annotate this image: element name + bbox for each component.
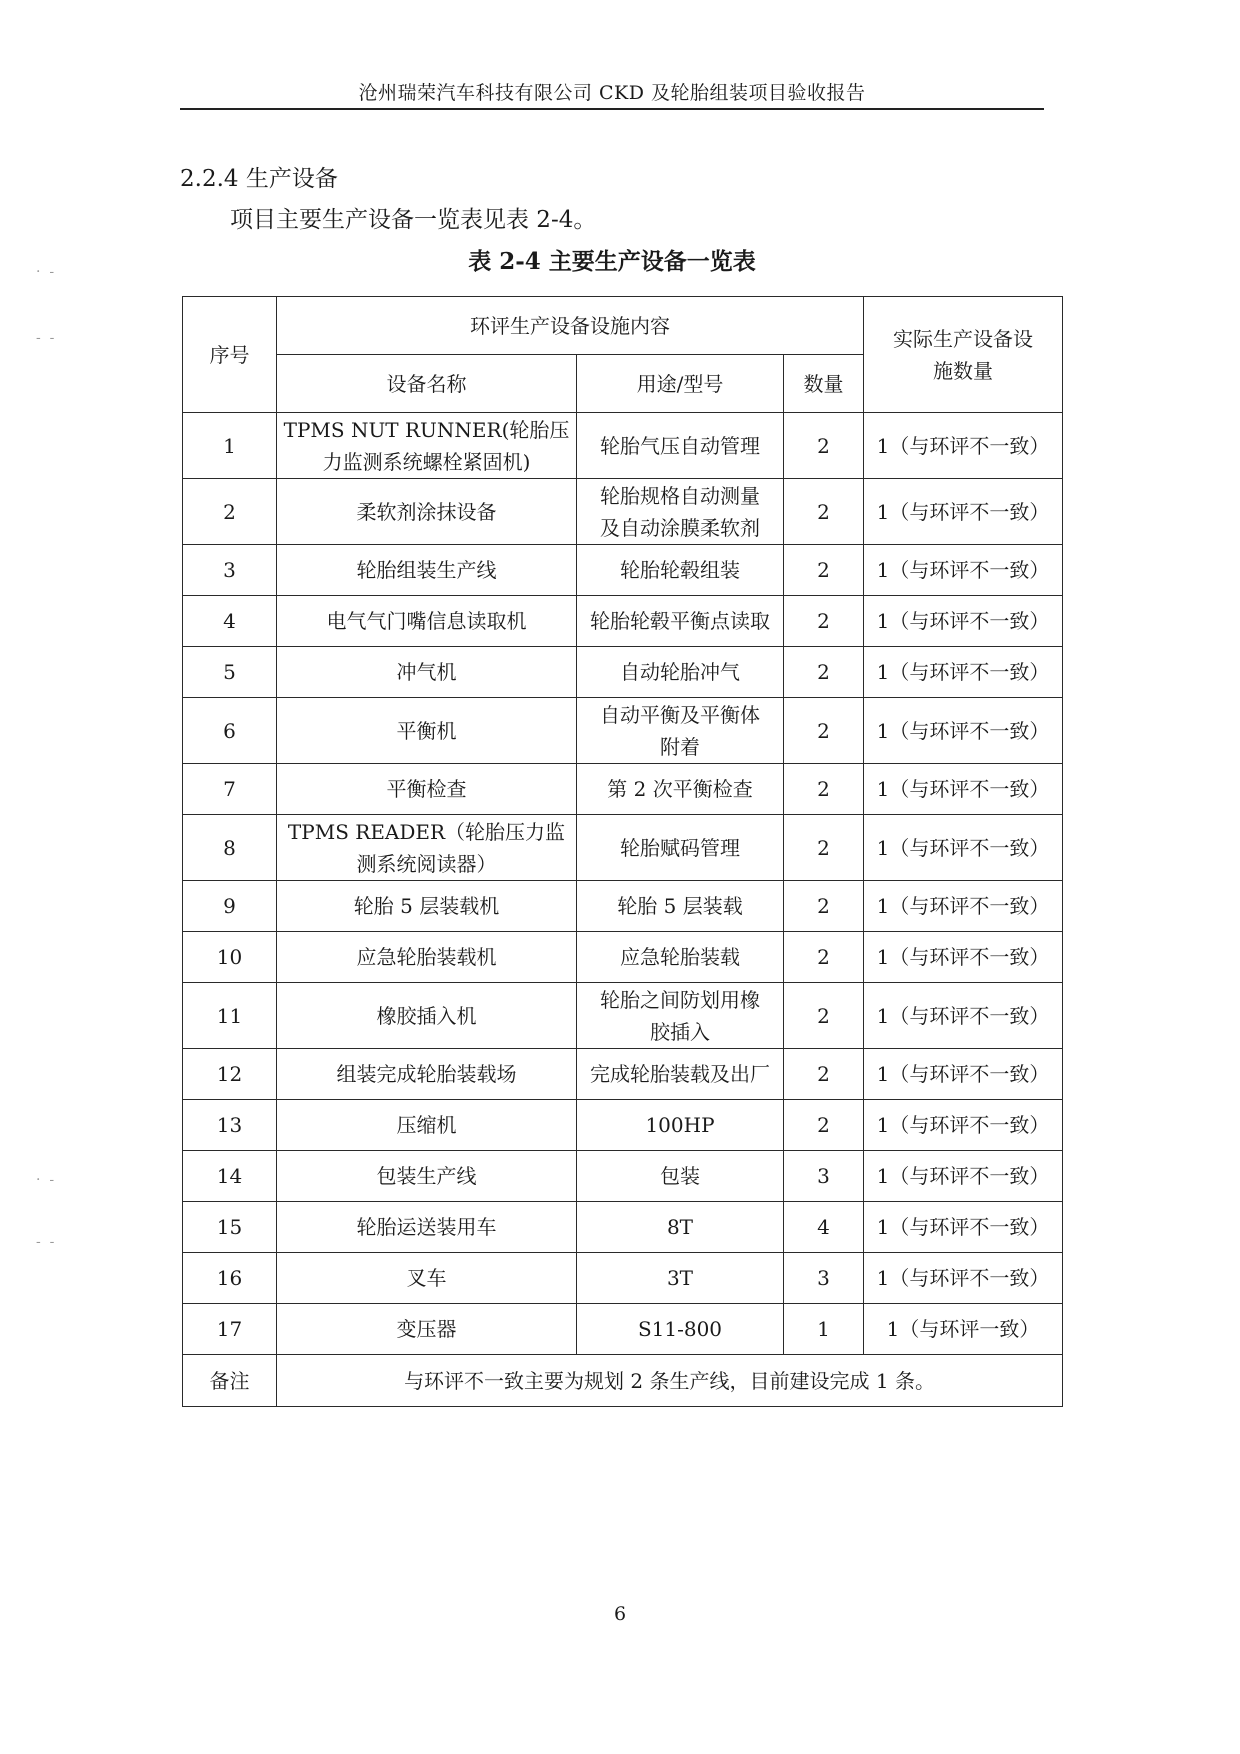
table-title: 表 2-4 主要生产设备一览表 <box>468 248 756 275</box>
cell-no: 1 <box>183 413 277 479</box>
note-row <box>183 1355 1063 1407</box>
cell-qty: 2 <box>784 764 864 815</box>
scan-artifact: - - <box>36 330 55 346</box>
table-row <box>183 698 1063 764</box>
cell-no: 10 <box>183 932 277 983</box>
cell-use: 第 2 次平衡检查 <box>577 764 784 815</box>
table-row <box>183 479 1063 545</box>
cell-actual: 1（与环评不一致） <box>864 1100 1063 1151</box>
table-row <box>183 1151 1063 1202</box>
header-rule <box>180 108 1044 110</box>
table-row <box>183 764 1063 815</box>
cell-no: 6 <box>183 698 277 764</box>
table-row <box>183 881 1063 932</box>
cell-name: 应急轮胎装载机 <box>277 932 577 983</box>
header-actual: 实际生产设备设施数量 <box>864 297 1063 413</box>
header-seq: 序号 <box>183 297 277 413</box>
cell-name: 包装生产线 <box>277 1151 577 1202</box>
table-row <box>183 932 1063 983</box>
cell-name: 冲气机 <box>277 647 577 698</box>
table-row <box>183 1100 1063 1151</box>
cell-qty: 2 <box>784 1049 864 1100</box>
cell-name: 电气气门嘴信息读取机 <box>277 596 577 647</box>
cell-no: 14 <box>183 1151 277 1202</box>
table-row <box>183 1304 1063 1355</box>
cell-actual: 1（与环评不一致） <box>864 698 1063 764</box>
cell-qty: 2 <box>784 545 864 596</box>
scan-artifact: · - <box>36 1172 55 1188</box>
cell-use: 轮胎之间防划用橡胶插入 <box>577 983 784 1049</box>
cell-name: 轮胎运送装用车 <box>277 1202 577 1253</box>
scan-artifact: · - <box>36 264 55 280</box>
cell-actual: 1（与环评不一致） <box>864 596 1063 647</box>
cell-use: 包装 <box>577 1151 784 1202</box>
cell-use: 轮胎轮毂平衡点读取 <box>577 596 784 647</box>
table-row <box>183 1253 1063 1304</box>
cell-use: 完成轮胎装载及出厂 <box>577 1049 784 1100</box>
cell-actual: 1（与环评不一致） <box>864 479 1063 545</box>
cell-no: 3 <box>183 545 277 596</box>
cell-name: 轮胎组装生产线 <box>277 545 577 596</box>
cell-actual: 1（与环评不一致） <box>864 1253 1063 1304</box>
cell-use: 自动平衡及平衡体附着 <box>577 698 784 764</box>
cell-use: 轮胎气压自动管理 <box>577 413 784 479</box>
note-label: 备注 <box>183 1355 277 1407</box>
cell-use: 轮胎轮毂组装 <box>577 545 784 596</box>
cell-no: 9 <box>183 881 277 932</box>
cell-actual: 1（与环评不一致） <box>864 413 1063 479</box>
table-row <box>183 1049 1063 1100</box>
cell-use: 8T <box>577 1202 784 1253</box>
header-qty: 数量 <box>784 355 864 413</box>
cell-name: 柔软剂涂抹设备 <box>277 479 577 545</box>
cell-actual: 1（与环评不一致） <box>864 1049 1063 1100</box>
section-heading: 2.2.4 生产设备 <box>180 166 338 192</box>
cell-no: 13 <box>183 1100 277 1151</box>
cell-actual: 1（与环评不一致） <box>864 545 1063 596</box>
table-row <box>183 647 1063 698</box>
table-row <box>183 596 1063 647</box>
cell-actual: 1（与环评不一致） <box>864 815 1063 881</box>
table-row <box>183 983 1063 1049</box>
cell-no: 15 <box>183 1202 277 1253</box>
cell-name: 轮胎 5 层装载机 <box>277 881 577 932</box>
cell-no: 11 <box>183 983 277 1049</box>
cell-name: 压缩机 <box>277 1100 577 1151</box>
cell-actual: 1（与环评不一致） <box>864 647 1063 698</box>
header-group: 环评生产设备设施内容 <box>277 297 864 355</box>
cell-qty: 2 <box>784 932 864 983</box>
cell-qty: 2 <box>784 413 864 479</box>
table-row <box>183 545 1063 596</box>
intro-paragraph: 项目主要生产设备一览表见表 2-4。 <box>230 207 597 233</box>
cell-use: 自动轮胎冲气 <box>577 647 784 698</box>
cell-name: 组装完成轮胎装载场 <box>277 1049 577 1100</box>
cell-qty: 2 <box>784 479 864 545</box>
cell-qty: 3 <box>784 1151 864 1202</box>
cell-no: 8 <box>183 815 277 881</box>
cell-use: S11-800 <box>577 1304 784 1355</box>
cell-no: 7 <box>183 764 277 815</box>
cell-no: 4 <box>183 596 277 647</box>
cell-actual: 1（与环评不一致） <box>864 983 1063 1049</box>
cell-no: 16 <box>183 1253 277 1304</box>
cell-name: TPMS READER（轮胎压力监测系统阅读器） <box>277 815 577 881</box>
cell-name: 叉车 <box>277 1253 577 1304</box>
cell-actual: 1（与环评不一致） <box>864 1202 1063 1253</box>
table-row <box>183 1202 1063 1253</box>
cell-qty: 1 <box>784 1304 864 1355</box>
cell-no: 2 <box>183 479 277 545</box>
cell-actual: 1（与环评不一致） <box>864 1151 1063 1202</box>
cell-actual: 1（与环评不一致） <box>864 881 1063 932</box>
cell-use: 3T <box>577 1253 784 1304</box>
equipment-table <box>182 296 1063 1407</box>
cell-qty: 2 <box>784 647 864 698</box>
cell-no: 5 <box>183 647 277 698</box>
cell-name: 平衡检查 <box>277 764 577 815</box>
cell-use: 轮胎赋码管理 <box>577 815 784 881</box>
cell-qty: 2 <box>784 881 864 932</box>
cell-qty: 3 <box>784 1253 864 1304</box>
cell-use: 轮胎规格自动测量及自动涂膜柔软剂 <box>577 479 784 545</box>
header-name: 设备名称 <box>277 355 577 413</box>
cell-qty: 2 <box>784 698 864 764</box>
scan-artifact: - - <box>36 1234 55 1250</box>
page-number: 6 <box>613 1603 627 1625</box>
cell-name: 橡胶插入机 <box>277 983 577 1049</box>
cell-qty: 4 <box>784 1202 864 1253</box>
cell-use: 100HP <box>577 1100 784 1151</box>
cell-use: 轮胎 5 层装载 <box>577 881 784 932</box>
header-use: 用途/型号 <box>577 355 784 413</box>
table-row <box>183 413 1063 479</box>
cell-name: TPMS NUT RUNNER(轮胎压力监测系统螺栓紧固机) <box>277 413 577 479</box>
cell-actual: 1（与环评不一致） <box>864 932 1063 983</box>
cell-use: 应急轮胎装载 <box>577 932 784 983</box>
cell-no: 17 <box>183 1304 277 1355</box>
cell-no: 12 <box>183 1049 277 1100</box>
cell-name: 平衡机 <box>277 698 577 764</box>
cell-name: 变压器 <box>277 1304 577 1355</box>
page-header: 沧州瑞荣汽车科技有限公司 CKD 及轮胎组装项目验收报告 <box>358 82 866 104</box>
cell-actual: 1（与环评一致） <box>864 1304 1063 1355</box>
table-row <box>183 815 1063 881</box>
note-text: 与环评不一致主要为规划 2 条生产线，目前建设完成 1 条。 <box>277 1355 1063 1407</box>
cell-qty: 2 <box>784 983 864 1049</box>
cell-qty: 2 <box>784 815 864 881</box>
cell-actual: 1（与环评不一致） <box>864 764 1063 815</box>
cell-qty: 2 <box>784 1100 864 1151</box>
cell-qty: 2 <box>784 596 864 647</box>
